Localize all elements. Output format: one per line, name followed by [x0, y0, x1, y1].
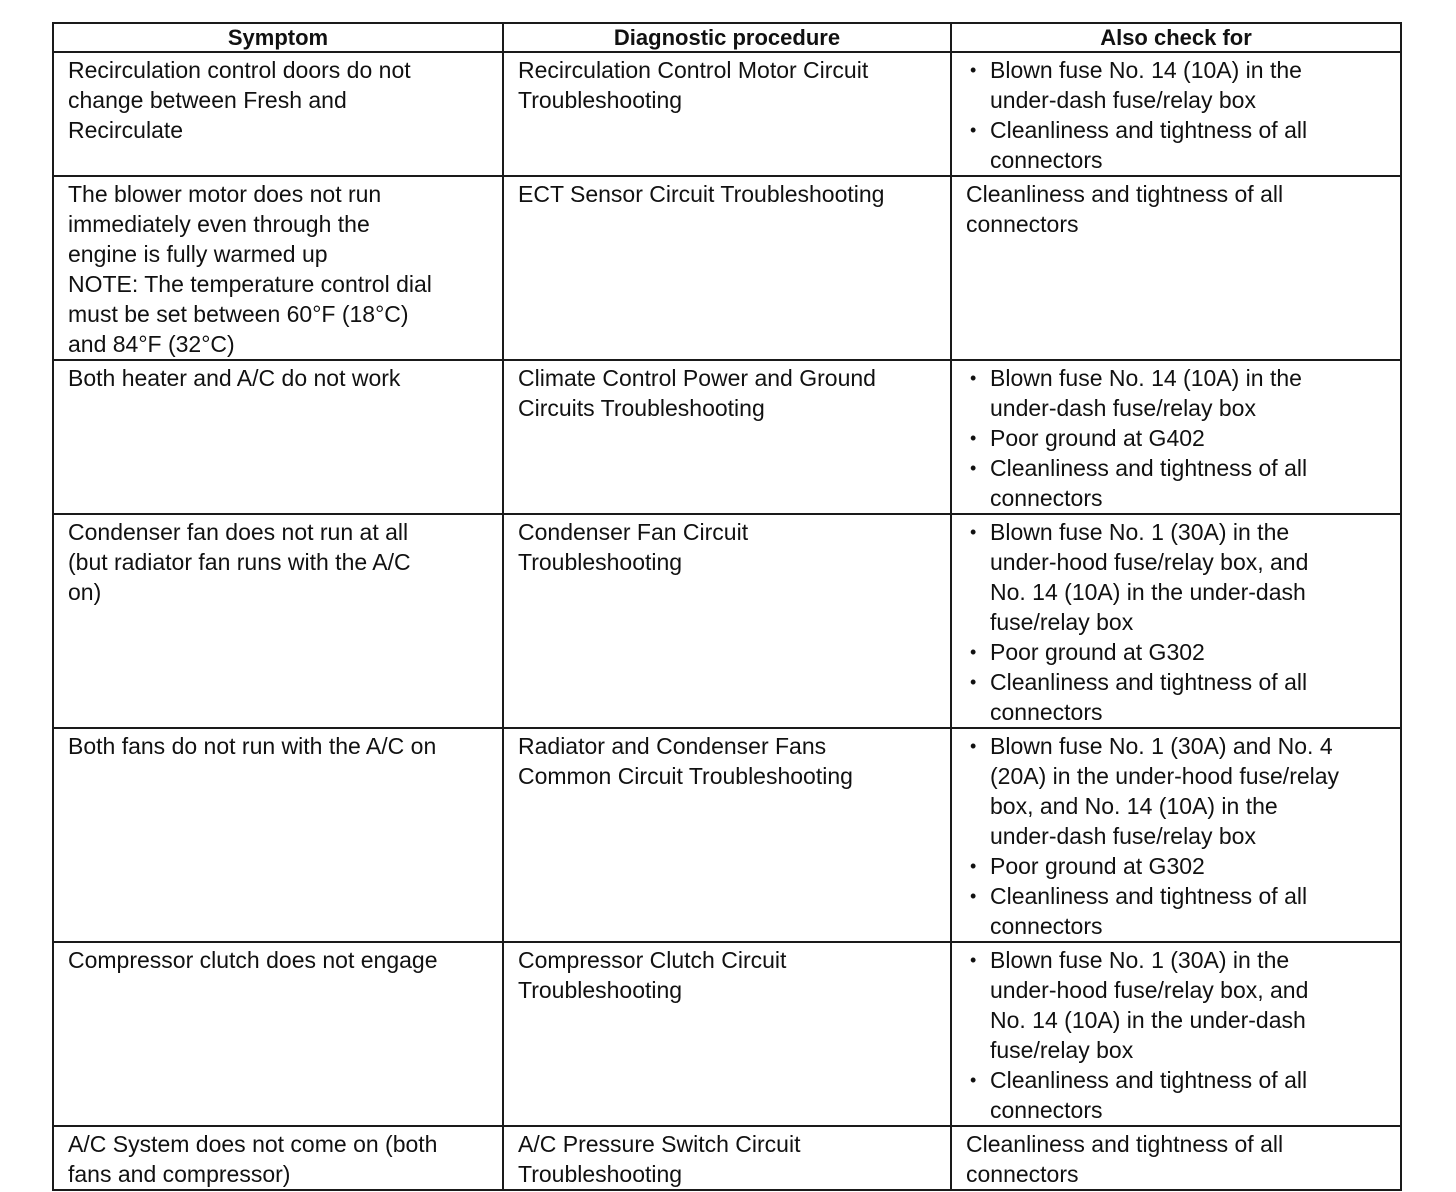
table-header-row — [53, 23, 1401, 52]
symptom-line: must be set between 60°F (18°C) — [68, 301, 409, 327]
bullet-icon: • — [970, 642, 977, 662]
bullet-icon: • — [970, 950, 977, 970]
symptom-cell — [53, 728, 503, 942]
bullet-icon: • — [970, 856, 977, 876]
bullet-icon: • — [970, 120, 977, 140]
check-line: Blown fuse No. 1 (30A) in the — [990, 519, 1290, 545]
bullet-icon: • — [970, 522, 977, 542]
check-line: under-dash fuse/relay box — [990, 395, 1256, 421]
header-diagnostic-procedure: Diagnostic procedure — [503, 23, 951, 52]
check-line: connectors — [990, 699, 1103, 725]
also-check-cell — [951, 728, 1401, 942]
check-line: Cleanliness and tightness of all — [990, 1067, 1308, 1093]
check-list — [966, 363, 1390, 513]
procedure-line: Compressor Clutch Circuit — [518, 947, 787, 973]
bullet-icon: • — [970, 458, 977, 478]
symptom-cell — [53, 514, 503, 728]
symptom-line: A/C System does not come on (both — [68, 1131, 438, 1157]
also-check-cell — [951, 514, 1401, 728]
check-line: Poor ground at G302 — [990, 639, 1205, 665]
check-line: connectors — [990, 485, 1103, 511]
check-list-item — [966, 881, 1390, 941]
bullet-icon: • — [970, 428, 977, 448]
symptom-cell — [53, 1126, 503, 1190]
table-row — [53, 360, 1401, 514]
symptom-line: NOTE: The temperature control dial — [68, 271, 432, 297]
symptom-line: Recirculation control doors do not — [68, 57, 411, 83]
check-list-item — [966, 667, 1390, 727]
check-line: Blown fuse No. 1 (30A) in the — [990, 947, 1290, 973]
check-list-item — [966, 115, 1390, 175]
diagnostic-procedure-cell — [503, 728, 951, 942]
check-line: connectors — [990, 1097, 1103, 1123]
check-line: under-hood fuse/relay box, and — [990, 549, 1309, 575]
check-line: connectors — [990, 913, 1103, 939]
check-list-item — [966, 517, 1390, 637]
symptom-cell — [53, 360, 503, 514]
check-line: under-dash fuse/relay box — [990, 823, 1256, 849]
bullet-icon: • — [970, 368, 977, 388]
procedure-line: Circuits Troubleshooting — [518, 395, 765, 421]
diagnostic-procedure-cell — [503, 514, 951, 728]
also-check-cell — [951, 176, 1401, 360]
check-line: Poor ground at G302 — [990, 853, 1205, 879]
check-line: box, and No. 14 (10A) in the — [990, 793, 1278, 819]
check-line: Cleanliness and tightness of all — [990, 669, 1308, 695]
check-line: fuse/relay box — [990, 609, 1134, 635]
symptom-line: engine is fully warmed up — [68, 241, 328, 267]
check-line: connectors — [966, 1161, 1079, 1187]
table-row — [53, 942, 1401, 1126]
header-also-check-for: Also check for — [951, 23, 1401, 52]
bullet-icon: • — [970, 60, 977, 80]
procedure-line: Recirculation Control Motor Circuit — [518, 57, 869, 83]
diagnostic-procedure-cell — [503, 176, 951, 360]
procedure-line: ECT Sensor Circuit Troubleshooting — [518, 181, 885, 207]
check-list-item — [966, 55, 1390, 115]
procedure-line: Condenser Fan Circuit — [518, 519, 749, 545]
table-row — [53, 514, 1401, 728]
check-list-item — [966, 453, 1390, 513]
symptom-line: Condenser fan does not run at all — [68, 519, 409, 545]
check-line: (20A) in the under-hood fuse/relay — [990, 763, 1340, 789]
check-line: Poor ground at G402 — [990, 425, 1205, 451]
procedure-line: Troubleshooting — [518, 549, 683, 575]
also-check-cell — [951, 360, 1401, 514]
check-line: Cleanliness and tightness of all — [966, 181, 1284, 207]
check-line: Cleanliness and tightness of all — [990, 455, 1308, 481]
check-line: under-hood fuse/relay box, and — [990, 977, 1309, 1003]
symptom-cell — [53, 52, 503, 176]
check-list-item — [966, 637, 1390, 667]
procedure-line: Climate Control Power and Ground — [518, 365, 876, 391]
procedure-line: Troubleshooting — [518, 87, 683, 113]
check-list-item — [966, 1065, 1390, 1125]
diagnostic-procedure-cell — [503, 360, 951, 514]
symptom-diagnostic-table — [52, 22, 1402, 1191]
also-check-cell — [951, 1126, 1401, 1190]
table-row — [53, 176, 1401, 360]
table-row — [53, 52, 1401, 176]
bullet-icon: • — [970, 1070, 977, 1090]
check-line: Blown fuse No. 14 (10A) in the — [990, 365, 1302, 391]
table-body — [53, 52, 1401, 1190]
symptom-line: Both heater and A/C do not work — [68, 365, 401, 391]
also-check-cell — [951, 942, 1401, 1126]
procedure-line: Troubleshooting — [518, 977, 683, 1003]
check-list — [966, 55, 1390, 175]
check-list-item — [966, 945, 1390, 1065]
check-line: fuse/relay box — [990, 1037, 1134, 1063]
procedure-line: Troubleshooting — [518, 1161, 683, 1187]
check-line: No. 14 (10A) in the under-dash — [990, 1007, 1306, 1033]
check-line: connectors — [966, 211, 1079, 237]
check-line: Cleanliness and tightness of all — [990, 883, 1308, 909]
diagnostic-table-sheet — [52, 22, 1400, 1191]
check-list — [966, 731, 1390, 941]
table-row — [53, 728, 1401, 942]
diagnostic-procedure-cell — [503, 52, 951, 176]
bullet-icon: • — [970, 886, 977, 906]
check-list-item — [966, 851, 1390, 881]
check-line: connectors — [990, 147, 1103, 173]
check-list-item — [966, 423, 1390, 453]
symptom-line: fans and compressor) — [68, 1161, 291, 1187]
diagnostic-procedure-cell — [503, 1126, 951, 1190]
check-list — [966, 517, 1390, 727]
check-line: Cleanliness and tightness of all — [966, 1131, 1284, 1157]
symptom-line: (but radiator fan runs with the A/C — [68, 549, 411, 575]
check-list-item — [966, 731, 1390, 851]
check-line: Blown fuse No. 1 (30A) and No. 4 — [990, 733, 1333, 759]
symptom-line: and 84°F (32°C) — [68, 331, 235, 357]
symptom-line: Both fans do not run with the A/C on — [68, 733, 437, 759]
symptom-line: immediately even through the — [68, 211, 370, 237]
procedure-line: Radiator and Condenser Fans — [518, 733, 827, 759]
check-list — [966, 945, 1390, 1125]
symptom-line: Recirculate — [68, 117, 184, 143]
check-list-item — [966, 363, 1390, 423]
symptom-line: on) — [68, 579, 102, 605]
table-row — [53, 1126, 1401, 1190]
check-line: No. 14 (10A) in the under-dash — [990, 579, 1306, 605]
header-symptom: Symptom — [53, 23, 503, 52]
symptom-line: change between Fresh and — [68, 87, 347, 113]
check-line: Cleanliness and tightness of all — [990, 117, 1308, 143]
also-check-cell — [951, 52, 1401, 176]
check-line: Blown fuse No. 14 (10A) in the — [990, 57, 1302, 83]
check-line: under-dash fuse/relay box — [990, 87, 1256, 113]
diagnostic-procedure-cell — [503, 942, 951, 1126]
bullet-icon: • — [970, 672, 977, 692]
procedure-line: Common Circuit Troubleshooting — [518, 763, 853, 789]
symptom-cell — [53, 942, 503, 1126]
bullet-icon: • — [970, 736, 977, 756]
symptom-cell — [53, 176, 503, 360]
procedure-line: A/C Pressure Switch Circuit — [518, 1131, 801, 1157]
symptom-line: Compressor clutch does not engage — [68, 947, 438, 973]
symptom-line: The blower motor does not run — [68, 181, 382, 207]
